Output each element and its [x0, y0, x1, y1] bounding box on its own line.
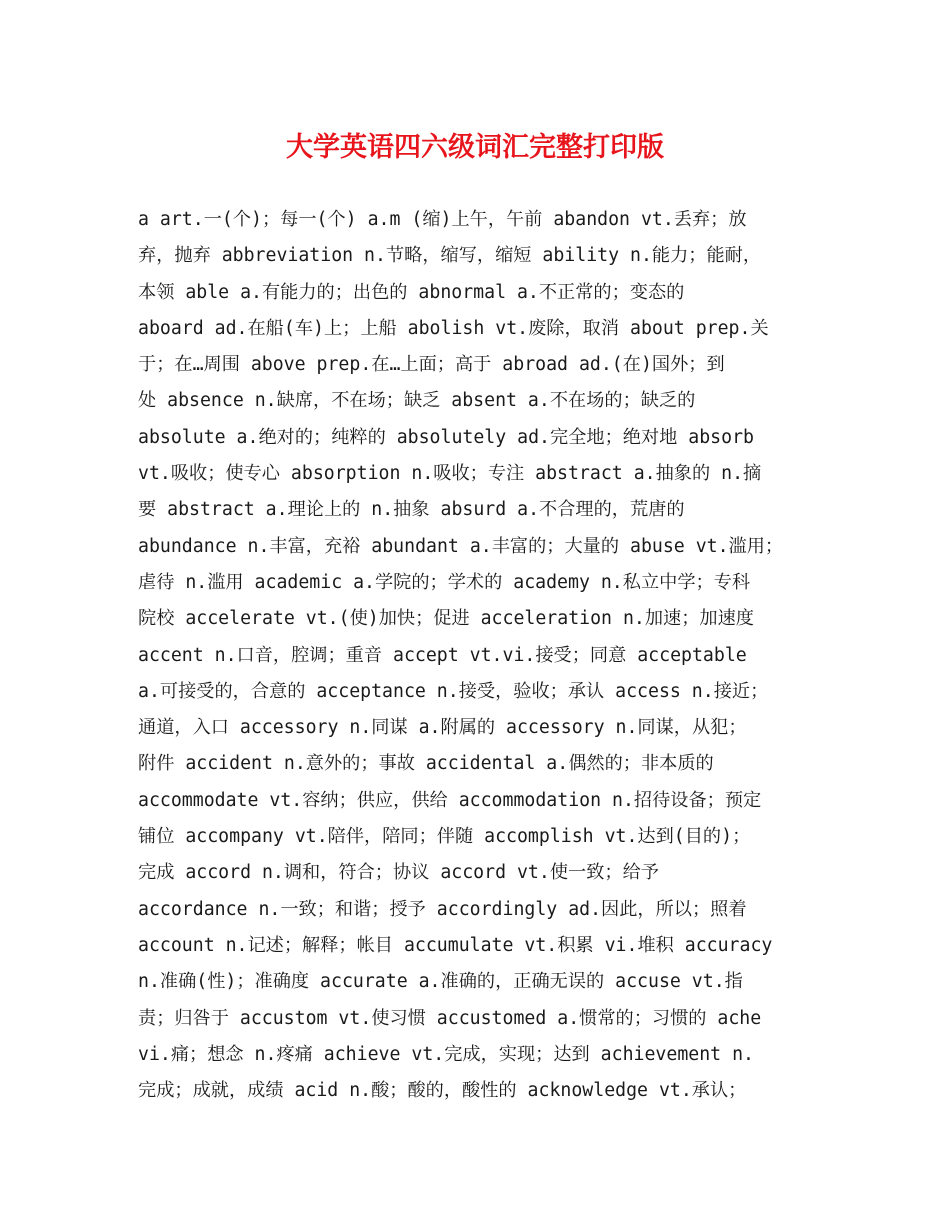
vocabulary-body [138, 202, 814, 1109]
text-line: 责；归咎于 accustom vt.使习惯 accustomed a.惯常的；习惯的 ache [138, 1007, 762, 1029]
text-line: vi.痛；想念 n.疼痛 achieve vt.完成，实现；达到 achievement n. [138, 1043, 754, 1065]
text-line: 弃，抛弃 abbreviation n.节略，缩写，缩短 ability n.能力；能耐， [138, 245, 762, 267]
text-line: accommodate vt.容纳；供应，供给 accommodation n.招待设备；预定 [138, 789, 762, 811]
text-line: 完成 accord n.调和，符合；协议 accord vt.使一致；给予 [138, 862, 659, 884]
text-line: 于；在…周围 above prep.在…上面；高于 abroad ad.(在)国外；到 [138, 354, 725, 376]
text-line: aboard ad.在船(车)上；上船 abolish vt.废除，取消 about prep.关 [138, 317, 769, 339]
text-line: a.可接受的，合意的 acceptance n.接受，验收；承认 access n.接近； [138, 680, 769, 702]
text-line: 完成；成就，成绩 acid n.酸；酸的，酸性的 acknowledge vt.承认； [138, 1080, 747, 1102]
document-title: 大学英语四六级词汇完整打印版 [286, 132, 664, 163]
text-line: a art.一(个)；每一(个) a.m (缩)上午，午前 abandon vt.丢弃；放 [138, 209, 747, 230]
text-line: 铺位 accompany vt.陪伴，陪同；伴随 accomplish vt.达到(目的)； [138, 826, 751, 848]
text-line: vt.吸收；使专心 absorption n.吸收；专注 abstract a.抽象的 n.摘 [138, 463, 762, 485]
text-line: accordance n.一致；和谐；授予 accordingly ad.因此，所以；照着 [138, 898, 747, 920]
text-line: 本领 able a.有能力的；出色的 abnormal a.不正常的；变态的 [138, 281, 685, 303]
text-line: 通道，入口 accessory n.同谋 a.附属的 accessory n.同谋，从犯； [138, 717, 747, 739]
text-line: absolute a.绝对的；纯粹的 absolutely ad.完全地；绝对地 absorb [138, 426, 754, 448]
text-line: 虐待 n.滥用 academic a.学院的；学术的 academy n.私立中学；专科 [138, 571, 751, 593]
text-line: 要 abstract a.理论上的 n.抽象 absurd a.不合理的，荒唐的 [138, 499, 685, 521]
text-line: 附件 accident n.意外的；事故 accidental a.偶然的；非本质的 [138, 753, 714, 775]
text-line: n.准确(性)；准确度 accurate a.准确的，正确无误的 accuse vt.指 [138, 971, 743, 993]
text-line: abundance n.丰富，充裕 abundant a.丰富的；大量的 abuse vt.滥用； [138, 535, 784, 557]
text-line: account n.记述；解释；帐目 accumulate vt.积累 vi.堆积 accuracy [138, 934, 773, 956]
text-line: 院校 accelerate vt.(使)加快；促进 acceleration n.加速；加速度 [138, 608, 754, 630]
text-line: 处 absence n.缺席，不在场；缺乏 absent a.不在场的；缺乏的 [138, 390, 696, 412]
text-line: accent n.口音，腔调；重音 accept vt.vi.接受；同意 acceptable [138, 644, 747, 666]
